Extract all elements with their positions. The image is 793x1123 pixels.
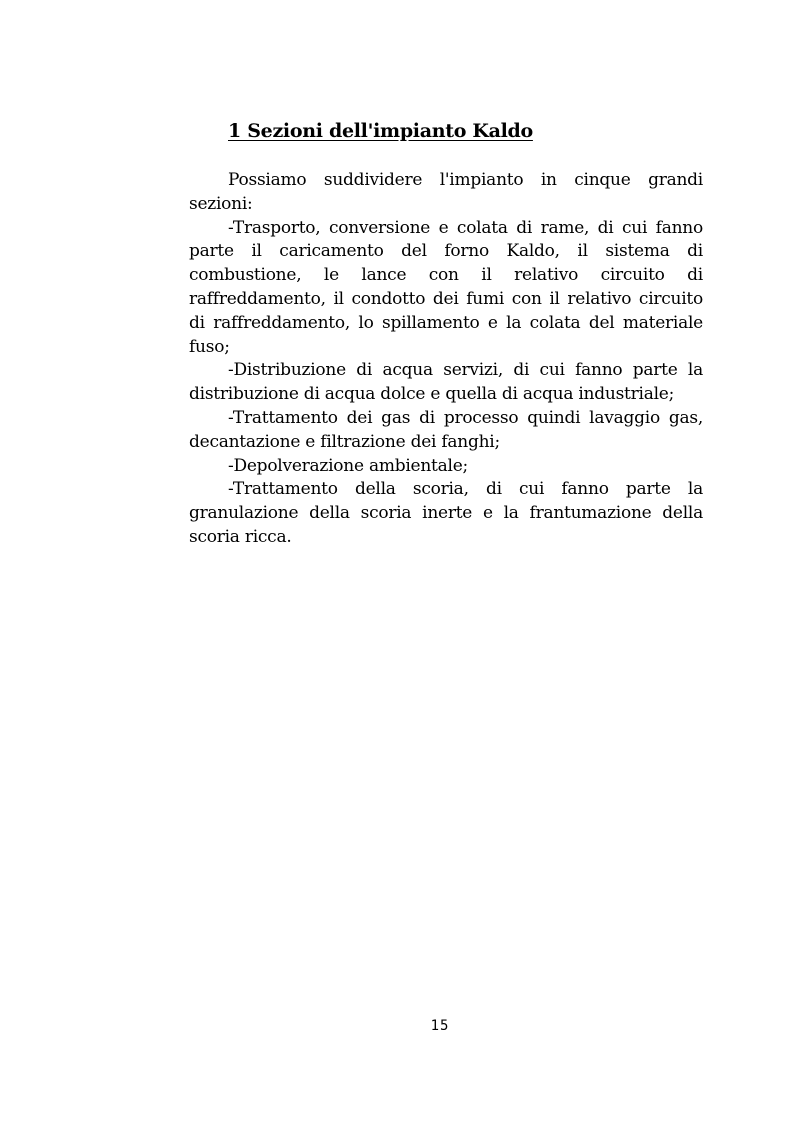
- list-item-gas-treatment: -Trattamento dei gas di processo quindi lavaggio gas, decantazione e filtrazione dei fanghi;: [189, 407, 703, 452]
- list-item-slag-treatment: -Trattamento della scoria, di cui fanno parte la granulazione della scoria inerte e la frantumazione della scoria ricca.: [189, 479, 703, 547]
- list-item-water-distribution: -Distribuzione di acqua servizi, di cui fanno parte la distribuzione di acqua dolce e quella di acqua industriale;: [189, 360, 703, 405]
- list-item-dust-removal: -Depolverazione ambientale;: [228, 455, 468, 476]
- section-heading: 1 Sezioni dell'impianto Kaldo: [228, 120, 533, 142]
- page-number: 15: [430, 1018, 450, 1034]
- list-item-transport-conversion: -Trasporto, conversione e colata di rame, di cui fanno parte il caricamento del forno Kaldo, il sistema di combustione, le lance con il relativo circuito di raffreddamento, il condotto dei fumi con il relativo circuito di raffreddamento, lo spillamento e la colata del materiale fuso;: [189, 217, 703, 357]
- body-text: [189, 169, 703, 550]
- intro-paragraph: Possiamo suddividere l'impianto in cinque grandi sezioni:: [189, 170, 703, 214]
